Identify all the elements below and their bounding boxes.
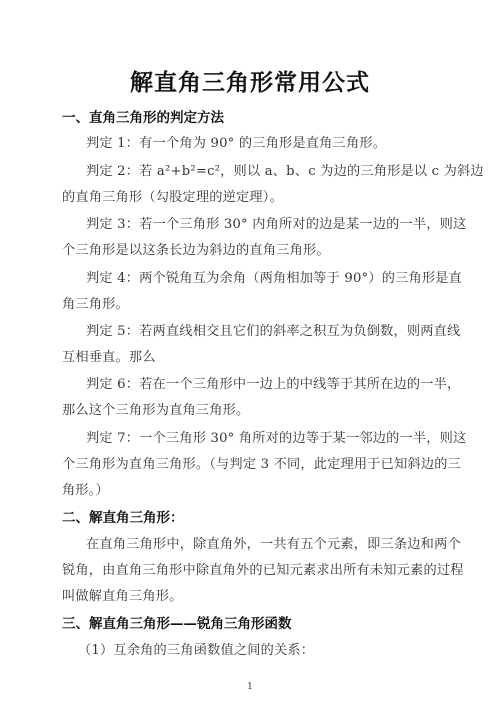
page-title: 解直角三角形常用公式 [130, 69, 370, 96]
paragraph-line: 判定 1：有一个角为 90° 的三角形是直角三角形。 [86, 136, 387, 151]
paragraph-line: 的直角三角形（勾股定理的逆定理）。 [62, 190, 283, 205]
paragraph-line: 判定 4：两个锐角互为余角（两角相加等于 90°）的三角形是直 [86, 271, 463, 286]
paragraph-line: 角形。） [62, 483, 109, 498]
section-heading-3: 三、解直角三角形——锐角三角形函数 [62, 616, 292, 632]
paragraph-line: 判定 2：若 a²+b²=c²，则以 a、b、c 为边的三角形是以 c 为斜边 [86, 164, 484, 179]
paragraph-line: 那么这个三角形为直角三角形。 [62, 403, 250, 418]
paragraph-line: 个三角形为直角三角形。（与判定 3 不同，此定理用于已知斜边的三 [62, 457, 462, 472]
section-heading-2: 二、解直角三角形： [62, 510, 184, 526]
paragraph-line: 判定 6：若在一个三角形中一边上的中线等于其所在边的一半， [86, 377, 461, 392]
paragraph-line: 互相垂直。那么 [62, 350, 156, 365]
paragraph-line: 在直角三角形中，除直角外，一共有五个元素，即三条边和两个 [86, 537, 461, 552]
page-number: 1 [247, 682, 253, 692]
paragraph-line: 锐角，由直角三角形中除直角外的已知元素求出所有未知元素的过程 [62, 563, 464, 578]
paragraph-line: 角三角形。 [62, 297, 129, 312]
paragraph-line: 判定 7：一个三角形 30° 角所对的边等于某一邻边的一半，则这 [86, 431, 467, 446]
section-heading-1: 一、直角三角形的判定方法 [62, 110, 224, 126]
paragraph-line: 判定 5：若两直线相交且它们的斜率之积互为负倒数，则两直线 [86, 324, 461, 339]
paragraph-line: （1）互余角的三角函数值之间的关系： [78, 643, 315, 658]
paragraph-line: 判定 3：若一个三角形 30° 内角所对的边是某一边的一半，则这 [86, 217, 467, 232]
paragraph-line: 个三角形是以这条长边为斜边的直角三角形。 [62, 243, 330, 258]
paragraph-line: 叫做解直角三角形。 [62, 589, 183, 604]
